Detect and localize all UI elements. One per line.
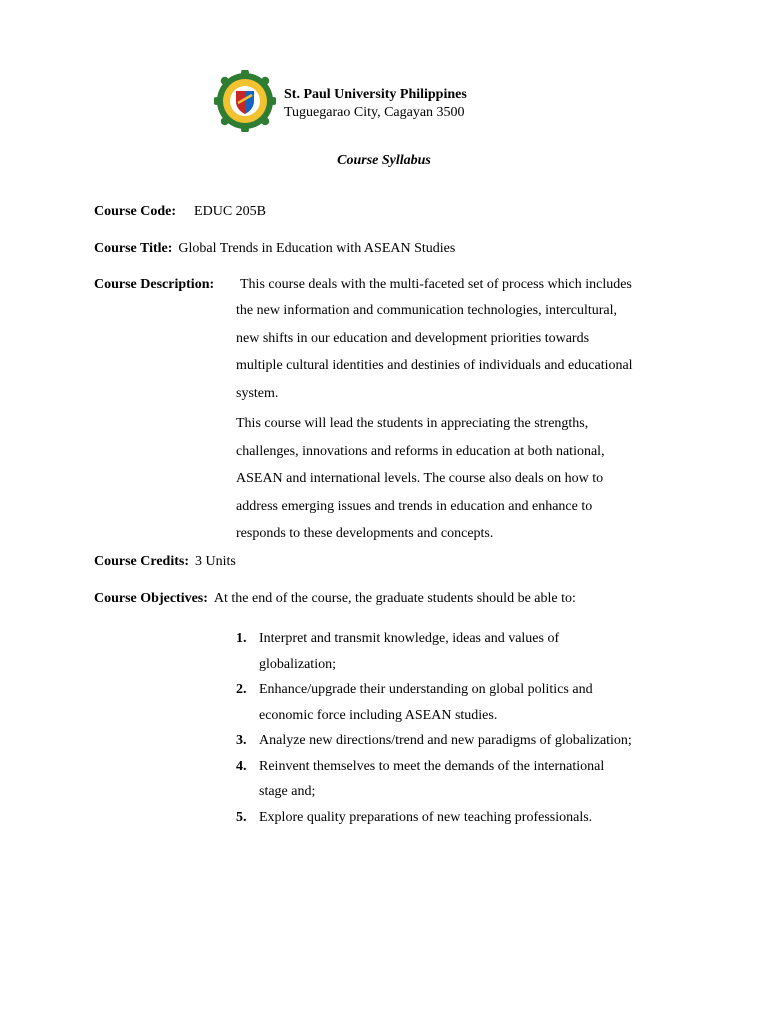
description-line: multiple cultural identities and destinies of individuals and educational xyxy=(236,358,633,374)
objective-number: 1. xyxy=(236,631,247,646)
description-line: system. xyxy=(236,385,279,401)
document-title: Course Syllabus xyxy=(337,153,431,168)
course-objectives-row xyxy=(94,591,576,607)
objective-text: Interpret and transmit knowledge, ideas and values of xyxy=(259,631,560,646)
course-credits-value: 3 Units xyxy=(195,554,236,569)
course-code-value: EDUC 205B xyxy=(194,204,266,219)
description-paragraph-1 xyxy=(236,297,686,407)
university-name: St. Paul University Philippines xyxy=(284,87,467,102)
course-title-row xyxy=(94,241,455,257)
course-objectives-label: Course Objectives: xyxy=(94,591,208,606)
description-line: the new information and communication technologies, intercultural, xyxy=(236,303,618,318)
university-seal-icon xyxy=(214,70,276,132)
objective-text: Reinvent themselves to meet the demands of the international xyxy=(259,758,605,774)
university-address: Tuguegarao City, Cagayan 3500 xyxy=(284,105,465,120)
description-line: responds to these developments and concepts. xyxy=(236,526,494,542)
objective-number: 4. xyxy=(236,758,247,774)
objective-text: Analyze new directions/trend and new paradigms of globalization; xyxy=(259,733,632,748)
objective-text: stage and; xyxy=(259,784,316,799)
objective-text: Explore quality preparations of new teaching professionals. xyxy=(259,809,593,825)
course-title-label: Course Title: xyxy=(94,241,173,256)
objective-text: Enhance/upgrade their understanding on global politics and xyxy=(259,682,593,697)
objective-number: 2. xyxy=(236,682,247,697)
objective-number: 5. xyxy=(236,809,247,825)
objective-item xyxy=(236,728,696,754)
description-line: challenges, innovations and reforms in education at both national, xyxy=(236,443,605,459)
objective-item xyxy=(236,805,696,831)
objectives-list xyxy=(236,626,696,830)
objective-number: 3. xyxy=(236,733,247,748)
description-paragraph-2 xyxy=(236,410,686,548)
course-credits-label: Course Credits: xyxy=(94,554,190,569)
course-title-value: Global Trends in Education with ASEAN Studies xyxy=(178,241,456,256)
course-description-row xyxy=(94,277,632,293)
description-line: This course will lead the students in appreciating the strengths, xyxy=(236,416,589,431)
course-objectives-intro: At the end of the course, the graduate students should be able to: xyxy=(213,591,576,606)
objective-item xyxy=(236,626,696,677)
description-line: This course deals with the multi-faceted set of process which includes xyxy=(240,277,632,292)
objective-item xyxy=(236,754,696,805)
course-description-label: Course Description: xyxy=(94,277,215,292)
description-line: address emerging issues and trends in education and enhance to xyxy=(236,498,593,514)
course-credits-row xyxy=(94,554,236,570)
description-line: new shifts in our education and development priorities towards xyxy=(236,330,590,346)
objective-item xyxy=(236,677,696,728)
description-line: ASEAN and international levels. The course also deals on how to xyxy=(236,471,604,487)
objective-text: economic force including ASEAN studies. xyxy=(259,707,498,723)
course-code-label: Course Code: xyxy=(94,204,177,219)
course-code-row xyxy=(94,204,266,220)
objective-text: globalization; xyxy=(259,656,336,672)
